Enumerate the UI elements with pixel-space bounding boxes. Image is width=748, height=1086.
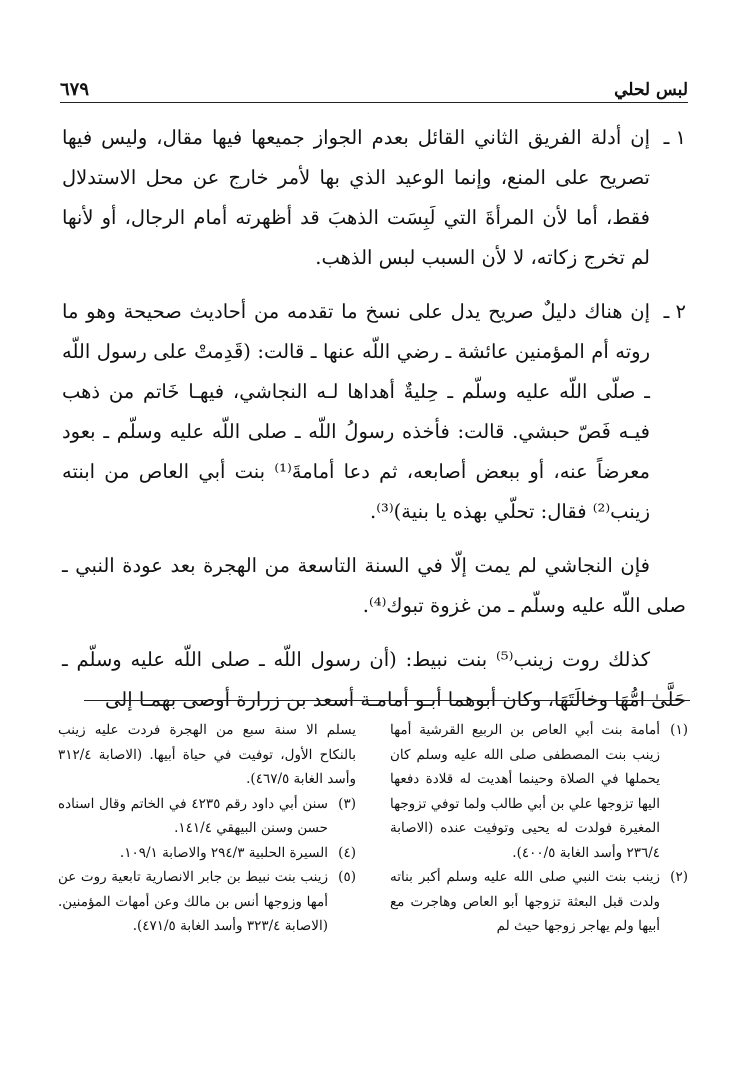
footnote-text: السيرة الحلبية ٢٩٤/٣ والاصابة ١٠٩/١. — [119, 844, 328, 861]
footnote-number: (٢) — [670, 869, 688, 885]
footnote-separator — [84, 700, 690, 701]
running-title: لبس لحلي — [614, 80, 688, 100]
footnotes-right-column — [390, 718, 688, 939]
point-text: إن هناك دليلٌ صريح يدل على نسخ ما تقدمه من أحاديث صحيحة وهو ما روته أم المؤمنين عائشة ـ رضي اللّه عنها ـ قالت: (قَدِمتْ على رسول اللّه ـ صلّى اللّه عليه وسلّم ـ حِليةٌ أهداها لـه النجاشي، فيهـا خَاتم من ذهب فيـه فَصّ حبشي. قالت: فأخذه رسولُ اللّه ـ صلى اللّه عليه وسلّم ـ بعود معرضاً عنه، أو ببعض أصابعه، ثم دعا أمامةَ⁽¹⁾ بنت أبي العاص من ابنته زينب⁽²⁾ فقال: تحلّي بهذه يا بنية)⁽³⁾. — [62, 300, 651, 523]
numbered-point-1 — [62, 118, 686, 278]
footnote-text: أمامة بنت أبي العاص بن الربيع القرشية أمها زينب بنت المصطفى صلى الله عليه وسلم كان يحملها في الصلاة وحينما أهديت له قلادة دفعها اليها تزوجها علي بن أبي طالب ولما توفي تزوجها المغيرة فولدت له يحيى وتوفيت عنده (الاصابة ٢٣٦/٤ وأسد الغابة ٤٠٠/٥). — [390, 722, 660, 861]
footnote-2-continuation: يسلم الا سنة سبع من الهجرة فردت عليه زينب بالنكاح الأول، توفيت في حياة أبيها. (الاصابة ٣١٢/٤ وأسد الغابة ٤٦٧/٥). — [58, 722, 356, 787]
point-number: ٢ ـ — [663, 300, 686, 323]
footnote-4 — [58, 841, 356, 866]
footnotes-left-column — [58, 718, 356, 939]
footnote-3 — [58, 792, 356, 841]
paragraph-zaynab: كذلك روت زينب⁽⁵⁾ بنت نبيط: (أن رسول اللّه ـ صلى اللّه عليه وسلّم ـ حَلَّىٰ امُّهَا وخالَتَهَا، وكان أبوهما أبـو أمامـة أسعد بن زرارة أوصى بهمـا إلى — [62, 648, 686, 711]
footnote-5 — [58, 865, 356, 939]
footnote-1 — [390, 718, 688, 865]
point-number: ١ ـ — [663, 126, 686, 149]
page-number: ٦٧٩ — [60, 79, 90, 100]
footnote-number: (١) — [670, 722, 688, 738]
footnote-text: زينب بنت نبيط بن جابر الانصارية تابعية روت عن أمها وزوجها أنس بن مالك وعن أمهات المؤمنين. (الاصابة ٣٢٣/٤ وأسد الغابة ٤٧١/٥). — [58, 869, 328, 934]
paragraph-najashi: فإن النجاشي لم يمت إلّا في السنة التاسعة من الهجرة بعد عودة النبي ـ صلى اللّه عليه وسلّم ـ من غزوة تبوك⁽⁴⁾. — [62, 554, 686, 617]
running-head — [60, 74, 688, 103]
numbered-point-2 — [62, 292, 686, 532]
footnote-number: (٥) — [338, 869, 356, 885]
footnote-text: سنن أبي داود رقم ٤٢٣٥ في الخاتم وقال اسناده حسن وسنن البيهقي ١٤١/٤. — [58, 795, 328, 836]
point-text: إن أدلة الفريق الثاني القائل بعدم الجواز جميعها فيها مقال، وليس فيها تصريح على المنع، وإنما الوعيد الذي بها لأمر خارج عن محل الاستدلال فقط، أما لأن المرأةَ التي لَبِسَت الذهبَ قد أظهرته أمام الرجال، أو لأنها لم تخرج زكاته، لا لأن السبب لبس الذهب. — [62, 126, 650, 269]
footnote-text: زينب بنت النبي صلى الله عليه وسلم أكبر بناته ولدت قبل البعثة تزوجها أبو العاص وهاجرت مع أبيها ولم يهاجر زوجها حيث لم — [390, 869, 660, 934]
footnote-2 — [390, 865, 688, 939]
footnotes — [58, 718, 688, 939]
main-text — [62, 118, 686, 734]
footnote-number: (٣) — [338, 795, 356, 812]
footnote-number: (٤) — [338, 844, 356, 861]
